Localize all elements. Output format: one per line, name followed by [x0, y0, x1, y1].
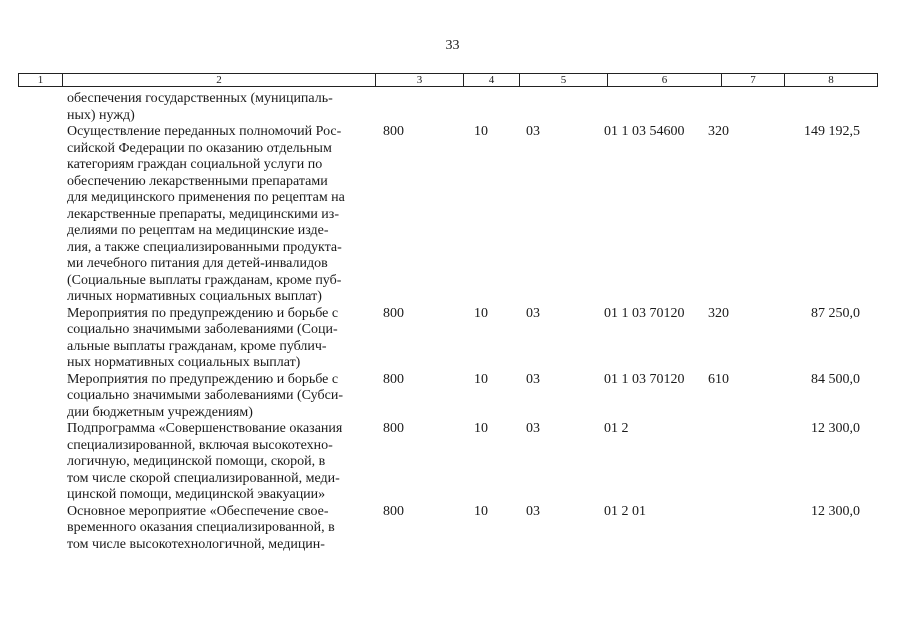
column-header-8: 8: [828, 74, 834, 86]
table-row: [0, 306, 905, 372]
row-target-code: 01 2 01: [604, 503, 646, 519]
row-subsection-code: 03: [526, 124, 540, 139]
row-ministry-code: 800: [383, 421, 404, 436]
column-header-3: 3: [376, 74, 464, 86]
row-name: Подпрограмма «Совершенствование оказания специализированной, включая высокотехно- логичную, медицинской помощи, скорой, в том числе скорой специализированной, меди- цинской помощи, медицинской эвакуации»: [67, 421, 343, 502]
row-ministry-code: 800: [383, 124, 404, 139]
column-header-5: 5: [520, 74, 608, 86]
row-amount: 84 500,0: [811, 371, 860, 387]
row-name: Мероприятия по предупреждению и борьбе с социально значимыми заболеваниями (Соци- альные выплаты гражданам, кроме публич- ных нормативных социальных выплат): [67, 305, 339, 370]
table-row: [0, 124, 905, 306]
row-amount: 87 250,0: [811, 305, 860, 321]
row-ministry-code: 800: [383, 503, 404, 519]
row-section-code: 10: [474, 421, 488, 436]
row-section-code: 10: [474, 371, 488, 387]
table-row: [0, 372, 905, 422]
column-header-6: 6: [608, 74, 722, 86]
row-expense-type-code: 320: [708, 124, 729, 139]
row-amount: 149 192,5: [804, 124, 860, 139]
row-name: Осуществление переданных полномочий Рос- сийской Федерации по оказанию отдельным категориям граждан социальной услуги по обеспечению лекарственными препаратами для медицинского применения по рецептам на лекарственные препараты, медицинскими из- делиями по рецептам на медицинские изде- лия, а также специализированными продукта- ми лечебного питания для детей-инвалидов (Социальные выплаты гражданам, кроме пуб- личных нормативных социальных выплат): [67, 124, 345, 304]
row-target-code: 01 1 03 70120: [604, 371, 685, 387]
column-header-2: 2: [63, 74, 376, 86]
row-subsection-code: 03: [526, 421, 540, 436]
row-section-code: 10: [474, 503, 488, 519]
row-subsection-code: 03: [526, 371, 540, 387]
row-name: Основное мероприятие «Обеспечение свое- временного оказания специализированной, в том числе высокотехнологичной, медицин-: [67, 503, 335, 552]
row-name: Мероприятия по предупреждению и борьбе с социально значимыми заболеваниями (Субси- дии бюджетным учреждениям): [67, 371, 343, 420]
column-header-7: 7: [722, 74, 785, 86]
row-ministry-code: 800: [383, 305, 404, 321]
page-number: 33: [445, 38, 460, 53]
row-ministry-code: 800: [383, 371, 404, 387]
row-subsection-code: 03: [526, 305, 540, 321]
row-target-code: 01 1 03 70120: [604, 305, 685, 321]
row-amount: 12 300,0: [811, 421, 860, 436]
table-row: [0, 421, 905, 504]
row-name: обеспечения государственных (муниципаль- ных) нужд): [67, 91, 333, 123]
column-header-1: 1: [19, 74, 63, 86]
row-expense-type-code: 320: [708, 305, 729, 321]
row-expense-type-code: 610: [708, 371, 729, 387]
table-column-header-row: [18, 73, 878, 87]
budget-table-body: [0, 91, 905, 553]
row-subsection-code: 03: [526, 503, 540, 519]
row-target-code: 01 2: [604, 421, 629, 436]
row-section-code: 10: [474, 124, 488, 139]
row-section-code: 10: [474, 305, 488, 321]
table-row: [0, 91, 905, 124]
row-amount: 12 300,0: [811, 503, 860, 519]
table-row: [0, 504, 905, 554]
row-target-code: 01 1 03 54600: [604, 124, 685, 139]
column-header-4: 4: [464, 74, 520, 86]
